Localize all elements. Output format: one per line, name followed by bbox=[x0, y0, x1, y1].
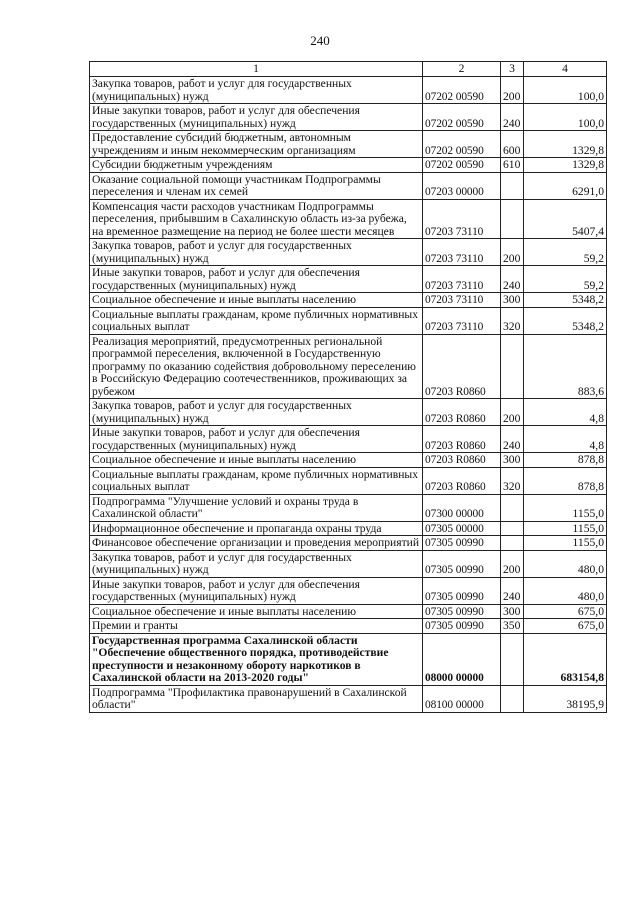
row-code: 07203 R0860 bbox=[423, 453, 501, 468]
row-code: 07202 00590 bbox=[423, 77, 501, 104]
row-amount: 6291,0 bbox=[524, 172, 607, 199]
row-amount: 4,8 bbox=[524, 399, 607, 426]
table-row bbox=[90, 604, 607, 619]
row-amount: 5407,4 bbox=[524, 199, 607, 239]
row-amount: 1155,0 bbox=[524, 494, 607, 521]
row-name: Закупка товаров, работ и услуг для государственных (муниципальных) нужд bbox=[90, 77, 423, 104]
row-code: 07305 00990 bbox=[423, 619, 501, 634]
row-name: Социальное обеспечение и иные выплаты населению bbox=[90, 604, 423, 619]
row-amount: 59,2 bbox=[524, 266, 607, 293]
row-kind: 600 bbox=[501, 131, 524, 158]
row-code: 07202 00590 bbox=[423, 158, 501, 173]
table-row bbox=[90, 426, 607, 453]
row-code: 07203 R0860 bbox=[423, 334, 501, 399]
row-code: 08100 00000 bbox=[423, 685, 501, 712]
row-kind: 320 bbox=[501, 307, 524, 334]
row-name: Информационное обеспечение и пропаганда охраны труда bbox=[90, 521, 423, 536]
row-name: Подпрограмма "Профилактика правонарушений в Сахалинской области" bbox=[90, 685, 423, 712]
row-name: Премии и гранты bbox=[90, 619, 423, 634]
row-name: Предоставление субсидий бюджетным, автономным учреждениям и иным некоммерческим организациям bbox=[90, 131, 423, 158]
row-code: 07203 73110 bbox=[423, 199, 501, 239]
row-kind bbox=[501, 685, 524, 712]
table-row bbox=[90, 293, 607, 308]
row-code: 07203 R0860 bbox=[423, 467, 501, 494]
table-row bbox=[90, 467, 607, 494]
row-code: 07202 00590 bbox=[423, 104, 501, 131]
row-kind bbox=[501, 633, 524, 685]
row-kind: 320 bbox=[501, 467, 524, 494]
table-row bbox=[90, 158, 607, 173]
column-header-kind: 3 bbox=[501, 62, 524, 77]
row-kind: 200 bbox=[501, 77, 524, 104]
table-row bbox=[90, 685, 607, 712]
row-kind: 610 bbox=[501, 158, 524, 173]
row-kind: 200 bbox=[501, 550, 524, 577]
row-kind: 200 bbox=[501, 399, 524, 426]
row-code: 07300 00000 bbox=[423, 494, 501, 521]
row-amount: 683154,8 bbox=[524, 633, 607, 685]
row-amount: 1329,8 bbox=[524, 131, 607, 158]
row-amount: 4,8 bbox=[524, 426, 607, 453]
row-name: Финансовое обеспечение организации и проведения мероприятий bbox=[90, 536, 423, 551]
row-code: 07305 00000 bbox=[423, 521, 501, 536]
row-code: 07203 73110 bbox=[423, 293, 501, 308]
row-kind: 300 bbox=[501, 453, 524, 468]
row-name: Государственная программа Сахалинской области "Обеспечение общественного порядка, противодействие преступности и незаконному обороту наркотиков в Сахалинской области на 2013-2020 годы" bbox=[90, 633, 423, 685]
row-amount: 480,0 bbox=[524, 577, 607, 604]
row-amount: 1155,0 bbox=[524, 521, 607, 536]
row-kind: 350 bbox=[501, 619, 524, 634]
row-kind bbox=[501, 536, 524, 551]
row-amount: 5348,2 bbox=[524, 307, 607, 334]
table-row bbox=[90, 307, 607, 334]
row-amount: 878,8 bbox=[524, 453, 607, 468]
table-row bbox=[90, 239, 607, 266]
row-code: 07202 00590 bbox=[423, 131, 501, 158]
row-code: 07203 00000 bbox=[423, 172, 501, 199]
row-code: 07305 00990 bbox=[423, 536, 501, 551]
row-kind bbox=[501, 334, 524, 399]
row-amount: 100,0 bbox=[524, 77, 607, 104]
row-kind: 200 bbox=[501, 239, 524, 266]
row-code: 07203 73110 bbox=[423, 266, 501, 293]
table-row bbox=[90, 453, 607, 468]
row-amount: 675,0 bbox=[524, 619, 607, 634]
row-amount: 480,0 bbox=[524, 550, 607, 577]
row-kind: 240 bbox=[501, 577, 524, 604]
row-code: 07203 73110 bbox=[423, 307, 501, 334]
row-amount: 675,0 bbox=[524, 604, 607, 619]
table-header-row bbox=[90, 62, 607, 77]
page-number: 240 bbox=[310, 33, 330, 48]
row-name: Закупка товаров, работ и услуг для государственных (муниципальных) нужд bbox=[90, 399, 423, 426]
row-name: Иные закупки товаров, работ и услуг для обеспечения государственных (муниципальных) нужд bbox=[90, 577, 423, 604]
budget-table bbox=[89, 61, 607, 713]
table-row bbox=[90, 577, 607, 604]
table-row bbox=[90, 536, 607, 551]
row-kind bbox=[501, 494, 524, 521]
row-kind: 300 bbox=[501, 293, 524, 308]
row-kind bbox=[501, 172, 524, 199]
row-kind: 240 bbox=[501, 266, 524, 293]
row-name: Субсидии бюджетным учреждениям bbox=[90, 158, 423, 173]
row-amount: 5348,2 bbox=[524, 293, 607, 308]
column-header-name: 1 bbox=[90, 62, 423, 77]
row-kind: 240 bbox=[501, 104, 524, 131]
row-name: Социальные выплаты гражданам, кроме публичных нормативных социальных выплат bbox=[90, 307, 423, 334]
row-name: Закупка товаров, работ и услуг для государственных (муниципальных) нужд bbox=[90, 550, 423, 577]
row-name: Иные закупки товаров, работ и услуг для обеспечения государственных (муниципальных) нужд bbox=[90, 266, 423, 293]
row-amount: 1155,0 bbox=[524, 536, 607, 551]
row-kind bbox=[501, 521, 524, 536]
row-code: 08000 00000 bbox=[423, 633, 501, 685]
row-code: 07203 R0860 bbox=[423, 426, 501, 453]
row-amount: 878,8 bbox=[524, 467, 607, 494]
table-row bbox=[90, 633, 607, 685]
row-amount: 1329,8 bbox=[524, 158, 607, 173]
row-code: 07203 R0860 bbox=[423, 399, 501, 426]
table-body bbox=[90, 77, 607, 713]
table-row bbox=[90, 550, 607, 577]
table-row bbox=[90, 494, 607, 521]
table-row bbox=[90, 399, 607, 426]
table-row bbox=[90, 521, 607, 536]
column-header-code: 2 bbox=[423, 62, 501, 77]
row-name: Социальное обеспечение и иные выплаты населению bbox=[90, 453, 423, 468]
row-name: Оказание социальной помощи участникам Подпрограммы переселения и членам их семей bbox=[90, 172, 423, 199]
row-amount: 59,2 bbox=[524, 239, 607, 266]
row-amount: 100,0 bbox=[524, 104, 607, 131]
row-code: 07305 00990 bbox=[423, 577, 501, 604]
table-row bbox=[90, 104, 607, 131]
row-name: Иные закупки товаров, работ и услуг для обеспечения государственных (муниципальных) нужд bbox=[90, 426, 423, 453]
table-row bbox=[90, 619, 607, 634]
row-amount: 38195,9 bbox=[524, 685, 607, 712]
row-name: Подпрограмма "Улучшение условий и охраны труда в Сахалинской области" bbox=[90, 494, 423, 521]
row-name: Компенсация части расходов участникам Подпрограммы переселения, прибывшим в Сахалинскую область из-за рубежа, на временное размещение на период не более шести месяцев bbox=[90, 199, 423, 239]
row-name: Закупка товаров, работ и услуг для государственных (муниципальных) нужд bbox=[90, 239, 423, 266]
row-code: 07305 00990 bbox=[423, 604, 501, 619]
table-row bbox=[90, 199, 607, 239]
table-row bbox=[90, 266, 607, 293]
row-name: Реализация мероприятий, предусмотренных региональной программой переселения, включенной в Государственную программу по оказанию содействия добровольному переселению в Российскую Федерацию соотечественников, проживающих за рубежом bbox=[90, 334, 423, 399]
table-row bbox=[90, 334, 607, 399]
row-kind: 240 bbox=[501, 426, 524, 453]
table-row bbox=[90, 77, 607, 104]
row-name: Социальное обеспечение и иные выплаты населению bbox=[90, 293, 423, 308]
table-row bbox=[90, 172, 607, 199]
row-amount: 883,6 bbox=[524, 334, 607, 399]
column-header-amount: 4 bbox=[524, 62, 607, 77]
row-code: 07203 73110 bbox=[423, 239, 501, 266]
row-kind bbox=[501, 199, 524, 239]
row-code: 07305 00990 bbox=[423, 550, 501, 577]
row-name: Иные закупки товаров, работ и услуг для обеспечения государственных (муниципальных) нужд bbox=[90, 104, 423, 131]
table-row bbox=[90, 131, 607, 158]
row-name: Социальные выплаты гражданам, кроме публичных нормативных социальных выплат bbox=[90, 467, 423, 494]
row-kind: 300 bbox=[501, 604, 524, 619]
